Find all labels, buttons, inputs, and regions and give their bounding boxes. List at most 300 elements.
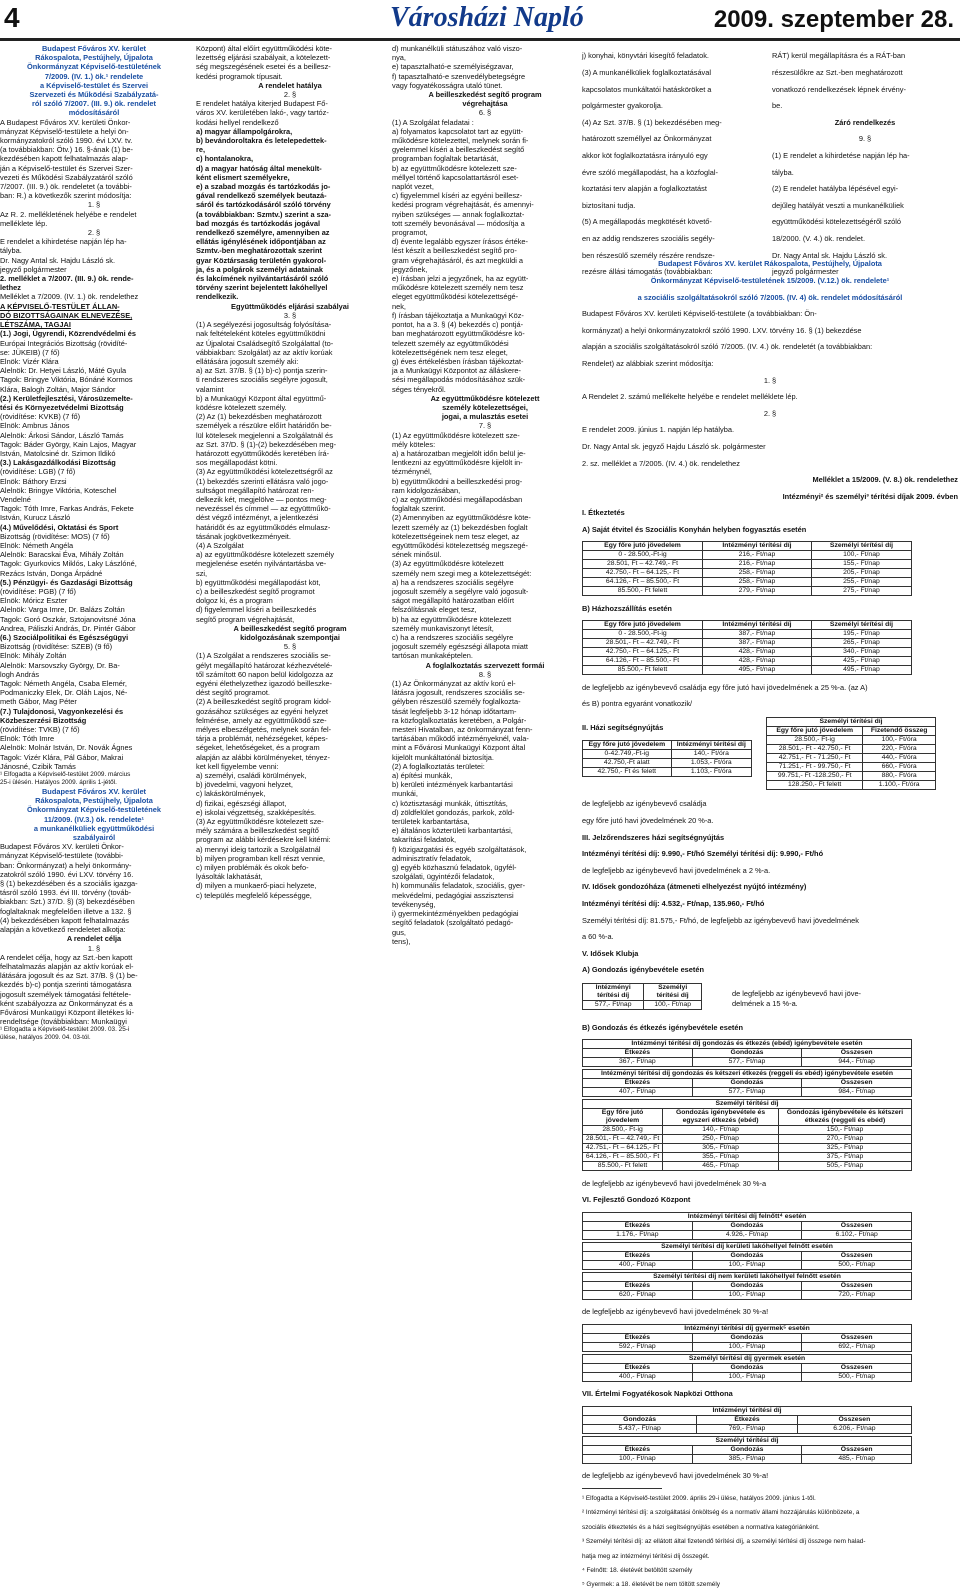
text-line: c) köztisztasági munkák, úttisztítás, [392,798,508,808]
text-line: rezésre állási támogatás (továbbiakban: [582,267,713,277]
table-cell: 375,- Ft/nap [778,1153,911,1162]
text-line: a) építési munkák, [392,771,453,781]
right-top-right [772,44,958,284]
text-line: sének minősül. [392,550,442,560]
table-cell: 495,- Ft/nap [703,666,812,675]
text-line: tását legfeljebb 3-12 hónap időtartam- [392,706,517,716]
text-line: Tagok: Vizér Klára, Pál Gábor, Makrai [0,752,124,762]
table-cell: 28.501, Ft – 42.749,- Ft [583,560,703,569]
text-line: c) ha a rendszeres szociális segélyre [392,633,514,642]
text-line: séges tényekről. [392,384,446,394]
table-cell: 495,- Ft/nap [811,666,911,675]
text-line: (rövidítése: KVKB) (7 fő) [0,412,81,422]
text-line: kidolgozásának szempontjai [240,633,340,642]
column-header: Intézményi térítési díj [583,983,644,1000]
text-line: meth Gábor, Mag Péter [0,697,77,707]
text-line: és B) pontra egyaránt vonatkozik/ [582,699,693,709]
text-line: d) fizikai, egészségi állapot, [196,798,287,808]
text-line: akkor köt foglalkoztatásra irányuló egy [582,150,708,160]
fee-table [582,1039,912,1067]
table-row [583,1454,912,1463]
text-line: évre szóló megállapodást, ha a közfoglal- [582,167,718,177]
table-cell: 150,- Ft/nap [778,1126,911,1135]
text-line: sáról és tartózkodásáról szóló törvény [196,200,331,210]
text-line: ködésre kötelezett személy. [196,402,287,412]
table-cell: 42.750,- Ft és felett [583,768,672,777]
text-line: ja a Munkaügyi Központot az álláskere- [392,366,521,376]
text-line: VI. Fejlesztő Gondozó Központ [582,1195,691,1205]
column-2 [196,44,384,1364]
text-line: az Újpalotai Családsegítő Szolgálattal (to- [196,338,334,348]
text-line: Podmaniczky Elek, Dr. Oláh Lajos, Né- [0,688,128,698]
text-line: kodási hellyel rendelkező [196,117,279,127]
text-line: a) az együttműködésre kötelezett személy [196,550,335,560]
table-cell: 1.176,- Ft/nap [583,1230,693,1239]
text-line: A rendelet célja [66,934,122,944]
table-row [583,1162,912,1171]
fee-table [582,541,912,596]
text-line: (2) A foglalkoztatás területei: [392,761,485,771]
text-line: kezdés b)-c) pontja szerinti támogatásra [0,980,132,990]
table-cell: 984,- Ft/nap [802,1088,912,1097]
text-line: 18/2000. (V. 4.) ök. rendelet. [772,233,865,243]
text-line: (4.) Művelődési, Oktatási és Sport [0,522,119,532]
table-row [583,1342,912,1351]
text-line: polgármester gyakorolja. [582,101,663,111]
text-line: lyásolták lakhatását, [196,872,263,882]
table-cell: 0-42.749,-Ft-ig [583,750,672,759]
text-line: A rendelet célja, hogy az Szt.-ben kapott [0,952,133,962]
text-line: (2.) Kerületfejlesztési, Városüzemelte- [0,393,133,403]
text-line: RÁT) kerül megállapításra és a RÁT-ban [772,51,906,61]
text-line: b) milyen programban kell részt vennie, [196,853,325,863]
table-cell: 220,- Ft/óra [863,745,936,754]
text-line: nya, [392,53,406,63]
text-line: de legfeljebb az igénybevevő havi jövedelmének a 2 %-a. [582,865,771,875]
text-line: sési megállapodás módosításához szük- [392,375,526,385]
text-line: határozott együttműködés keretében írá- [196,448,330,458]
table-cell: 279,- Ft/nap [703,587,812,596]
text-line: Elnök: Vizér Klára [0,356,59,366]
text-line: lést készít a beilleszkedést segítő pro- [392,246,517,256]
table-row [767,772,936,781]
fee-table [582,983,702,1010]
text-line: Dr. Nagy Antal sk. jegyző Hajdu László sk. polgármester [582,441,766,451]
text-line: 1. § [87,200,101,210]
table-cell: 325,- Ft/nap [778,1144,911,1153]
text-line: b) az együttműködésre kötelezett sze- [392,163,517,173]
text-line: ról szóló 7/2007. (III. 9.) ök. rendelet [31,99,157,109]
text-line: biakban: Szt.) 37/D. §) (3) bekezdésében [0,897,135,907]
table-row [583,587,912,596]
table-row [583,1088,912,1097]
text-line: ⁴ Felnőtt: 18. életévét betöltött személy [582,1567,693,1575]
table-cell: 28.501,- Ft - 42.750,- Ft [767,745,863,754]
column-header: Étkezés [583,1079,693,1088]
fee-table [582,1212,912,1240]
text-line: A beilleszkedést segítő program [233,623,347,633]
column-header: Összesen [797,1415,911,1424]
text-line: vábbiakban: Szolgálat) az az aktív korúak [196,347,333,357]
text-line: dolgoz ki, és a program [196,596,273,606]
text-line: naplót vezet, [392,182,434,192]
table-row [583,1144,912,1153]
table-cell: 0 - 28.500,-Ft-ig [583,630,703,639]
column-header: Egy főre jutó jövedelem [583,741,672,750]
text-line: és lakcímének nyilvántartásáról szóló [196,274,329,284]
text-line: 1. § [87,943,101,953]
text-line: en az addig rendszeres szociális segély- [582,233,715,243]
table-cell: 465,- Ft/nap [663,1162,779,1171]
text-line: b) kerületi intézmények karbantartási [392,780,513,790]
text-line: lethez [0,283,21,293]
column-header: Összesen [802,1445,912,1454]
table-cell: 85.500,- Ft felett [583,1162,663,1171]
text-line: B) Házhozszállítás esetén [582,603,672,613]
text-line: ⁵ Gyermek: a 18. életévét be nem töltött személy [582,1581,720,1589]
text-line: István, Kurucz László [0,513,71,523]
text-line: kezdésében kapott felhatalmazás alap- [0,154,129,164]
text-line: ra közfoglalkoztatás keretében, a Polgár- [392,715,527,725]
table-cell: 100,- Ft/nap [692,1290,802,1299]
text-line: VII. Értelmi Fogyatékosok Napközi Otthona [582,1389,733,1399]
text-line: tott személy bevonásával — módosítja a [392,218,525,228]
column-header: Összesen [802,1079,912,1088]
text-line: eleget együttműködési kötelezettségé- [392,292,519,302]
text-line: sos megállapodást kötni. [196,458,278,468]
table-row [767,736,936,745]
table-cell: 140,- Ft/nap [663,1126,779,1135]
table-cell: 85.500,- Ft felett [583,666,703,675]
text-line: ja, és a polgárok személyi adatainak [196,264,323,274]
text-line: koztatási terv alapján a foglalkoztatást [582,184,707,194]
text-line: gával rendelkező személyek beutazá- [196,191,327,201]
table-title: Személyi térítési díj [767,718,936,727]
text-line: a) személyi, családi körülmények, [196,771,307,781]
text-line: (1) Az együttműködésre kötelezett sze- [392,430,520,440]
fee-table [582,1069,912,1097]
column-header: Gondozás [692,1079,802,1088]
text-line: lezettség eljárási szabályait, a kötelezett- [196,53,331,63]
text-line: (5.) Pénzügyi- és Gazdasági Bizottság [0,577,133,587]
table-cell: 250,- Ft/nap [663,1135,779,1144]
column-header: Intézményi térítési díj [671,741,751,750]
text-line: E rendelet hatálya kiterjed Budapest Fő- [196,99,328,109]
column-3 [392,44,578,1364]
table-row [583,657,912,666]
text-line: mányzat Képviselő-testülete a helyi ön- [0,126,129,136]
table-row [583,1372,912,1381]
text-line: ellátás igénylésének időpontjában az [196,237,326,247]
table-row [583,768,752,777]
text-line: Önkormányzat Képviselő-testületének [27,62,161,72]
text-line: IV. Idősek gondozóháza (átmeneti elhelyezést nyújtó intézmény) [582,882,807,892]
text-line: mekvédelmi, pedagógiai asszisztensi [392,890,514,900]
text-line: Alelnök: Dr. Hetyei László, Máté Gyula [0,366,127,376]
text-line: § (1) bekezdésében és a szociális igazga- [0,879,138,889]
table-cell: 340,- Ft/nap [811,648,911,657]
text-line: ¹ Elfogadta a Képviselő-testület 2009. 03. 25-i [0,1026,130,1034]
column-header: Összesen [802,1281,912,1290]
text-line: ben részesülő személy részére rendsze- [582,250,715,260]
table-cell: 5.437,- Ft/nap [583,1424,697,1433]
fee-table [582,1242,912,1270]
text-line: i) gyermekintézményekben pedagógiai [392,909,519,919]
text-line: ¹ Elfogadta a Képviselő-testület 2009. április 29-i ülése, hatályos 2009. június 1-től. [582,1495,816,1503]
text-line: Rákospalota, Pestújhely, Újpalota [35,53,153,63]
table-cell: 258,- Ft/nap [703,569,812,578]
text-line: Melléklet a 7/2009. (IV. 1.) ök. rendelethez [0,292,139,302]
text-line: Szmtv.-ben meghatározottak szerint [196,246,322,256]
text-line: rendeltsége (továbbiakban: Munkaügyi [0,1017,127,1027]
table-cell: 440,- Ft/óra [863,754,936,763]
table-title: Személyi térítési díj kerületi lakóhellyel felnőtt esetén [583,1242,912,1251]
page-header [0,0,960,40]
text-line: Önkormányzat Képviselő-testületének 15/2009. (V.12.) ök. rendelete¹ [650,275,890,285]
table-cell: 6.206,- Ft/nap [797,1424,911,1433]
text-line: gus, [392,927,406,937]
text-line: vagy fogyatékosságra utaló tünet. [392,80,503,90]
table-row [583,1153,912,1162]
text-line: c) milyen problémák és okok befo- [196,863,309,873]
text-line: kötelezettségének nem tesz eleget, [392,347,508,357]
text-line: 2. § [87,228,101,238]
column-header: Személyi térítési díj [811,621,911,630]
text-line: Dr. Nagy Antal sk. Hajdu László sk. [772,250,888,260]
text-line: Tagok: Gyurkovics Miklós, Laky Lászlóné, [0,559,137,569]
text-line: ség megszegésének esetei és a beillesz- [196,62,331,72]
text-line: de legfeljebb az igénybevevő havi jövedelmének 30 %-a [582,1178,767,1188]
text-line: c) a beilleszkedést segítő programot [196,586,315,596]
table-title: Intézményi térítési díj gondozás és kétszeri étkezés (reggeli és ebéd) igénybevétele esetén [583,1070,912,1079]
text-line: b) együttműködési megállapodást köt, [196,577,321,587]
table-cell: 100,- Ft/nap [692,1260,802,1269]
text-line: kormányzatokról szóló 1990. évi LXV. tv. [0,136,133,146]
text-line: LÉTSZÁMA, TAGJAI [0,320,71,330]
text-line: nevezéssel és címmel — az együttműkö- [196,504,331,514]
text-line: tályba. [772,167,794,177]
text-line: (a továbbiakban: Szmtv.) szerint a sza- [196,209,331,219]
table-cell: 205,- Ft/nap [811,569,911,578]
column-header: Gondozás igénybevétele és kétszeri étkezés (reggeli és ebéd) [778,1109,911,1126]
table-cell: 100,- Ft/nap [811,551,911,560]
table-row [583,1126,912,1135]
text-line: tárja a problémát, nehézségeket, képes- [196,734,328,744]
table-cell: 195,- Ft/nap [811,630,911,639]
table-title: Intézményi térítési díj felnőtt⁴ esetén [583,1212,912,1221]
text-line: (1) A Szolgálat a rendszeres szociális se- [196,651,331,661]
text-line: programot, [392,228,428,238]
table-row [583,1058,912,1067]
text-line: f) írásban tájékoztatja a Munkaügyi Köz- [392,310,524,320]
text-line: e) a szabad mozgás és tartózkodás jo- [196,182,331,192]
text-line: (4) bekezdésében kapott felhatalmazás [0,915,130,925]
text-line: Tagok: Tóth Imre, Farkas András, Fekete [0,504,134,514]
text-line: e) írásban jelzi a jegyzőnek, ha az együtt- [392,274,529,284]
table-row [767,745,936,754]
text-line: Elnök: Németh Angéla [0,540,74,550]
text-line: Elnök: Tóth Imre [0,734,55,744]
text-line: (7.) Tulajdonosi, Vagyonkezelési és [0,706,124,716]
table-cell: 85.500,- Ft felett [583,587,703,596]
text-line: Tagok: Németh Angéla, Csaba Elemér, [0,679,127,689]
text-line: logh András [0,669,40,679]
table-cell: 42.750,- Ft – 64.125,- Ft [583,569,703,578]
text-line: f) közigazgatási és egyéb szolgáltatások, [392,844,527,854]
table-cell: 100,- Ft/nap [692,1372,802,1381]
text-line: nek, [392,301,406,311]
text-line: vezeti és Működési Szabályzatáról szóló [0,172,133,182]
text-line: ként elismert személyekre, [196,172,290,182]
table-row [583,666,912,675]
text-line: egy főre jutó havi jövedelmének 20 %-a. [582,816,714,826]
text-line: Együttműködés eljárási szabályai [231,301,349,311]
column-header: Személyi térítési díj [644,983,702,1000]
text-line: d) munkanélküli státuszához való viszo- [392,44,523,53]
table-cell: 485,- Ft/nap [802,1454,912,1463]
table-title: Személyi térítési díj [583,1100,912,1109]
text-line: 25-i ülésén. Hatályos 2009. április 1-jétől. [0,779,117,787]
text-line: d) zöldfelület gondozás, parkok, zöld- [392,807,515,817]
column-header: Étkezés [583,1281,693,1290]
text-line: 1. § [763,375,777,385]
text-line: tézménynél, [392,467,432,477]
text-line: valamint [196,384,224,394]
column-header: Személyi térítési díj [811,542,911,551]
text-line: lentkezni az együttműködésre kijelölt in- [392,458,523,468]
text-line: bad mozgás és tartózkodás jogával [196,218,321,228]
table-cell: 258,- Ft/nap [703,578,812,587]
table-title: Intézményi térítési díj gondozás és étkezés (ebéd) igénybevétele esetén [583,1040,912,1049]
text-line: gélyt megállapító határozat kézhezvételé- [196,660,333,670]
text-line: Alelnök: Marsovszky György, Dr. Ba- [0,660,120,670]
text-line: tartásában működő intézményeknél, vala- [392,734,529,744]
text-line: a Képviselő-testület és Szervei [39,80,149,90]
text-line: a 60 %-a. [582,932,614,942]
table-row [583,560,912,569]
text-line: munkái, [392,789,418,799]
table-row [583,578,912,587]
text-line: szolgálati, ügyintézői feladatok, [392,872,495,882]
column-header: Gondozás [583,1415,697,1424]
text-line: felhatalmazás alapján az aktív korúak el- [0,961,134,971]
table-row [583,630,912,639]
table-title: Intézményi térítési díj gyermek⁵ esetén [583,1324,912,1333]
text-line: Intézményi térítési díj: 4.532,- Ft/nap, 135.960,- Ft/hó [582,899,765,908]
text-line: gyar Köztársaság területén gyakorol- [196,255,327,265]
table-cell: 42.750,-Ft alatt [583,759,672,768]
text-line: e) általános közterületi karbantartási, [392,826,513,836]
column-header: Étkezés [583,1363,693,1372]
text-line: biztosítani tudja. [582,200,636,210]
text-line: részesülőkre az Szt.-ben meghatározott [772,67,903,77]
home-help-block [582,716,958,792]
table-cell: 28.501,- Ft – 42.749,- Ft [583,1135,663,1144]
table-cell: 1.053,- Ft/óra [671,759,751,768]
table-cell: 355,- Ft/nap [663,1153,779,1162]
text-line: f) tapasztalható-e szenvedélybetegségre [392,71,526,81]
text-line: Szervezeti és Működési Szabályzatá- [29,90,159,100]
table-cell: 944,- Ft/nap [802,1058,912,1067]
text-line: zatokról szóló 1990. évi LXV. törvény 16. [0,869,134,879]
table-row [583,750,752,759]
column-header: Gondozás igénybevétele és egyszeri étkezés (ebéd) [663,1109,779,1126]
text-line: ségeket, lehetőségeket, és a program [196,743,320,753]
text-line: ként szabályozza az Önkormányzat és a [0,998,133,1008]
table-row [583,1260,912,1269]
table-row [583,648,912,657]
text-line: A Rendelet 2. számú mellékelte helyébe e rendelet melléklete lép. [582,392,798,402]
table-cell: 64.126,- Ft – 85.500,- Ft [583,578,703,587]
text-line: 7/2009. (IV. 1.) ök.¹ rendelete [44,71,144,81]
text-line: együttműködési kötelezettségéről szóló [772,217,901,227]
text-line: szi, [196,568,208,578]
text-line: működésre kötelezettel, melynek során fi- [392,136,529,146]
text-line: ² Intézményi térítési díj: a szolgáltatási önköltség és a normatív állami hozzájárulás különbözete, a [582,1509,860,1517]
text-line: (3) Az együttműködésre kötelezett sze- [196,817,324,827]
text-line: szociális étkeztetés és a házi segítségnyújtás esetében a normatíva kategóriánként. [582,1523,820,1531]
text-line: a szociális szolgáltatásokról szóló 7/2005. (IV. 4) ök. rendelet módosításáról [637,292,903,302]
table-cell: 428,- Ft/nap [703,657,812,666]
text-line: mesteri Hivatalban, az önkormányzat fenn- [392,725,533,735]
text-line: d) milyen a munkaerő-piaci helyzete, [196,881,317,891]
column-header: Intézményi térítési díj [703,621,812,630]
text-line: h) kommunális feladatok, szociális, gyer- [392,881,526,891]
text-line: dést végző intézményt, a jelentkezési [196,513,319,523]
text-line: 8. § [478,669,492,679]
text-line: Rendelet) az alábbiak szerint módosítja: [582,358,714,368]
text-line: Klára, Balogh Zoltán, Major Sándor [0,384,116,394]
column-header: Gondozás [692,1333,802,1342]
text-line: (5) A megállapodás megkötését követő- [582,217,712,227]
text-line: Vendelné [0,494,31,504]
text-line: A KÉPVISELŐ-TESTÜLET ÁLLAN- [0,301,120,311]
text-line: ülése, hatályos 2009. 04. 03-tól. [0,1034,91,1042]
text-line: Melléklet a 15/2009. (V. 8.) ök. rendelethez [812,475,958,485]
table-cell: 620,- Ft/nap [583,1290,693,1299]
column-header: Étkezés [583,1251,693,1260]
table-cell: 592,- Ft/nap [583,1342,693,1351]
text-line: (1) Az Önkormányzat az aktív korú el- [392,679,516,689]
fee-table [582,1436,912,1464]
text-line: V. Idősek Klubja [582,948,639,958]
text-line: felszólításnak eleget tesz, [392,605,477,615]
table-row [583,1135,912,1144]
text-line: 6. § [478,108,492,118]
text-line: Alelnök: Bringye Viktória, Koteschel [0,485,117,495]
text-line: a munkanélküliek együttműködési [33,823,155,833]
table-cell: 100,- Ft/nap [644,1000,702,1009]
text-line: (6.) Szociálpolitikai és Egészségügyi [0,633,129,642]
text-line: 2. § [283,90,297,100]
text-line: (2) Az (1) bekezdésben meghatározott [196,412,322,422]
text-line: (3.) Lakásgazdálkodási Bizottság [0,458,116,468]
text-line: ban: Önkormányzat) a helyi önkormány- [0,860,132,870]
text-line: ságot megállapító határozatban előírt [392,596,515,606]
table-row [767,781,936,790]
column-header: Gondozás [692,1251,802,1260]
table-cell: 28.501,- Ft – 42.749,- Ft [583,639,703,648]
table-cell: 100,- Ft/nap [692,1342,802,1351]
text-line: (rövidítése: LGB) (7 fő) [0,467,76,477]
text-line: (4) Az Szt. 37/B. § (1) bekezdésében meg- [582,117,722,127]
column-header: Egy főre jutó jövedelem [583,621,703,630]
text-line: programban foglaltak betartását, [392,154,499,164]
text-line: ram kidolgozásában, [392,485,461,495]
table-cell: 880,- Ft/óra [863,772,936,781]
fee-table [582,1272,912,1300]
text-line: egyéni élethelyzethez igazodó beilleszke- [196,679,332,689]
